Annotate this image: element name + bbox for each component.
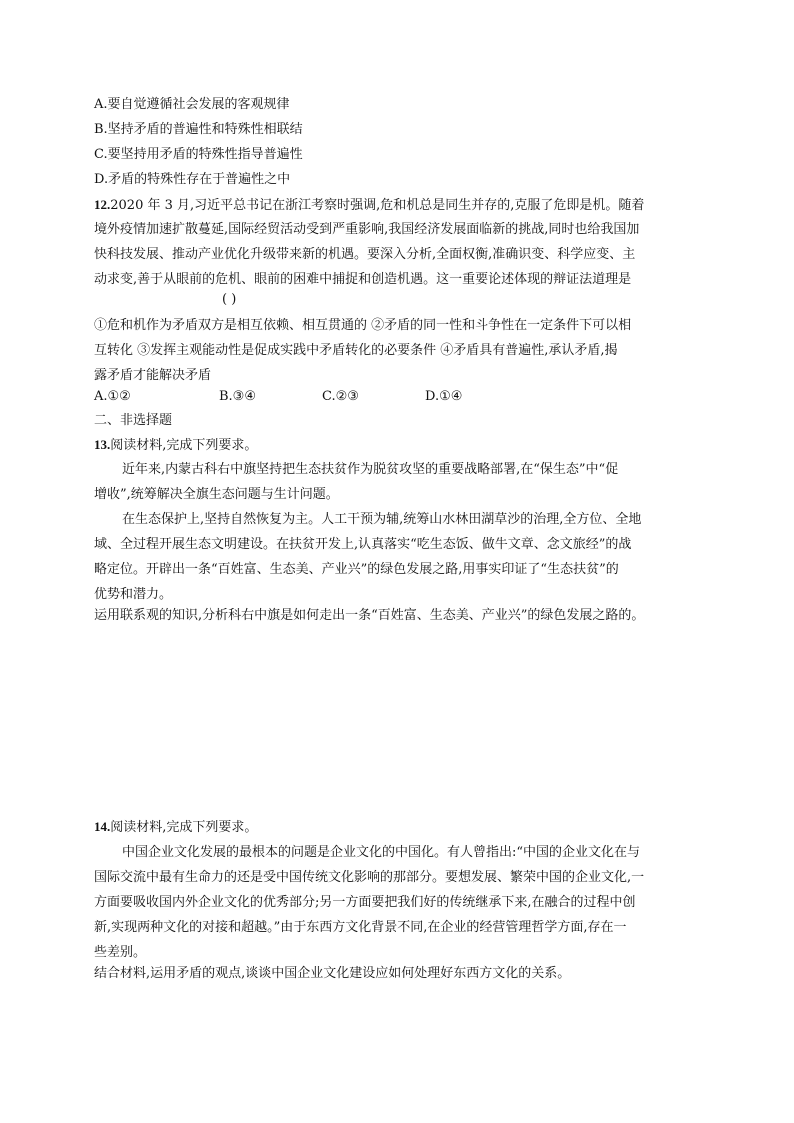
q14-para-line-4: 新,实现两种文化的对接和超越。”由于东西方文化背景不同,在企业的经营管理哲学方面,存在一 [94, 920, 627, 935]
q14-instruction: 阅读材料,完成下列要求。 [110, 820, 258, 835]
q13-instruction: 阅读材料,完成下列要求。 [110, 438, 258, 453]
q11-option-b: B.坚持矛盾的普遍性和特殊性相联结 [94, 122, 303, 137]
q13-para1-line-1: 近年来,内蒙古科右中旗坚持把生态扶贫作为脱贫攻坚的重要战略部署,在“保生态”中“促 [122, 462, 619, 477]
q12-number: 12. [94, 197, 111, 212]
q12-statement-line-2: 互转化 ③发挥主观能动性是促成实践中矛盾转化的必要条件 ④矛盾具有普遍性,承认矛盾,揭 [94, 343, 618, 358]
q12-choice-a: A.①② [94, 389, 131, 404]
q12-stem-line-1 [94, 196, 644, 215]
q11-option-d: D.矛盾的特殊性存在于普遍性之中 [94, 172, 291, 187]
q12-statement-line-1: ①危和机作为矛盾双方是相互依赖、相互贯通的 ②矛盾的同一性和斗争性在一定条件下可以相 [94, 318, 632, 333]
q11-option-c: C.要坚持用矛盾的特殊性指导普遍性 [94, 147, 303, 162]
q14-instruction-line [94, 818, 257, 837]
q14-para-line-1: 中国企业文化发展的最根本的问题是企业文化的中国化。有人曾指出:“中国的企业文化在与 [122, 845, 641, 860]
q14-para-line-5: 些差别。 [94, 945, 147, 960]
q13-para2-line-1: 在生态保护上,坚持自然恢复为主。人工干预为辅,统筹山水林田湖草沙的治理,全方位、全地 [122, 512, 642, 527]
q14-question: 结合材料,运用矛盾的观点,谈谈中国企业文化建设应如何处理好东西方文化的关系。 [94, 966, 571, 981]
q12-statement-line-3: 露矛盾才能解决矛盾 [94, 368, 212, 383]
q13-number: 13. [94, 437, 111, 452]
q12-stem-line-3: 快科技发展、推动产业优化升级带来新的机遇。要深入分析,全面权衡,准确识变、科学应变、主 [94, 247, 636, 262]
q14-number: 14. [94, 819, 111, 834]
q12-choice-c: C.②③ [322, 389, 359, 404]
q13-para1-line-2: 增收”,统筹解决全旗生态问题与生计问题。 [94, 487, 339, 502]
q12-answer-blank: ( ) [222, 292, 237, 307]
section-title-non-choice: 二、非选择题 [94, 413, 173, 428]
q13-question: 运用联系观的知识,分析科右中旗是如何走出一条“百姓富、生态美、产业兴”的绿色发展之路的。 [94, 608, 645, 623]
q12-stem-line-4: 动求变,善于从眼前的危机、眼前的困难中捕捉和创造机遇。这一重要论述体现的辩证法道理是 [94, 272, 632, 287]
q13-instruction-line [94, 436, 257, 455]
q12-stem-line-2: 境外疫情加速扩散蔓延,国际经贸活动受到严重影响,我国经济发展面临新的挑战,同时也给我国加 [94, 222, 640, 237]
q13-para2-line-4: 优势和潜力。 [94, 587, 173, 602]
q13-para2-line-3: 略定位。开辟出一条“百姓富、生态美、产业兴”的绿色发展之路,用事实印证了“生态扶贫”的 [94, 562, 619, 577]
q14-para-line-2: 国际交流中最有生命力的还是受中国传统文化影响的那部分。要想发展、繁荣中国的企业文化,一 [94, 870, 645, 885]
q11-option-a: A.要自觉遵循社会发展的客观规律 [94, 97, 290, 112]
q12-stem-text-1: 2020 年 3 月,习近平总书记在浙江考察时强调,危和机总是同生并存的,克服了危即是机。随着 [110, 198, 645, 213]
q14-para-line-3: 方面要吸收国内外企业文化的优秀部分;另一方面要把我们好的传统继承下来,在融合的过程中创 [94, 895, 636, 910]
q13-para2-line-2: 域、全过程开展生态文明建设。在扶贫开发上,认真落实“吃生态饭、做牛文章、念文旅经”的战 [94, 537, 632, 552]
q12-choice-d: D.①④ [425, 389, 463, 404]
q12-choice-b: B.③④ [219, 389, 256, 404]
